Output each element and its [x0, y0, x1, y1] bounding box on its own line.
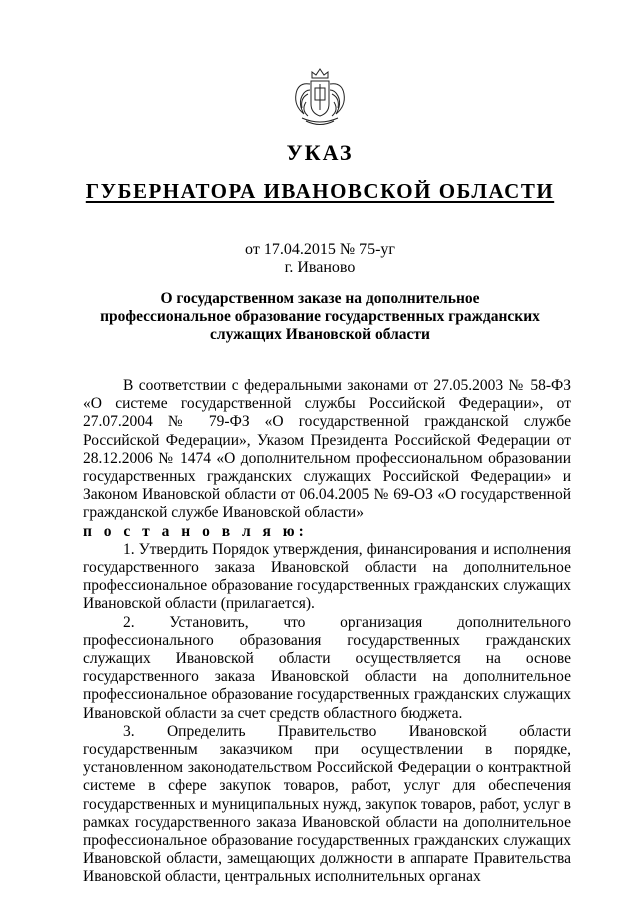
- coat-of-arms-icon: [288, 66, 352, 128]
- document-body: [83, 377, 571, 887]
- document-date-number: от 17.04.2015 № 75-уг: [245, 241, 395, 258]
- document-issuer: ГУБЕРНАТОРА ИВАНОВСКОЙ ОБЛАСТИ: [85, 179, 555, 203]
- document-type: УКАЗ: [286, 140, 354, 165]
- preamble-paragraph: В соответствии с федеральными законами от 27.05.2003 № 58-ФЗ «О системе государственной службы Российской Федерации», от 27.07.2004 № 79-ФЗ «О государственной гражданской службе Российской Федерации», Указом Президента Российской Федерации от 28.12.2006 № 1474 «О дополнительном профессиональном образовании государственных гражданских служащих Российской Федерации» и Законом Ивановской области от 06.04.2005 № 69-ОЗ «О государственной гражданской службе Ивановской области»: [83, 377, 571, 522]
- decree-word: п о с т а н о в л я ю:: [83, 522, 308, 540]
- document-city: г. Иваново: [284, 259, 356, 276]
- item-3-paragraph: 3. Определить Правительство Ивановской области государственным заказчиком при осуществлении в порядке, установленном законодательством Российской Федерации о контрактной системе в сфере закупок товаров, работ, услуг для обеспечения государственных и муниципальных нужд, закупок товаров, работ, услуг в рамках государственного заказа Ивановской области на дополнительное профессиональное образование государственных гражданских служащих Ивановской области, замещающих должности в аппарате Правительства Ивановской области, центральных исполнительных органах: [83, 722, 571, 886]
- document-subject: О государственном заказе на дополнительное профессиональное образование государственных гражданских служащих Ивановской области: [100, 290, 540, 343]
- item-2-paragraph: 2. Установить, что организация дополнительного профессионального образования государственных гражданских служащих Ивановской области осуществляется на основе государственного заказа Ивановской области на дополнительное профессиональное образование государственных гражданских служащих Ивановской области за счет средств областного бюджета.: [83, 613, 571, 722]
- item-1-paragraph: 1. Утвердить Порядок утверждения, финансирования и исполнения государственного заказа Ивановской области на дополнительное профессиональное образование государственных гражданских служащих Ивановской области (прилагается).: [83, 540, 571, 613]
